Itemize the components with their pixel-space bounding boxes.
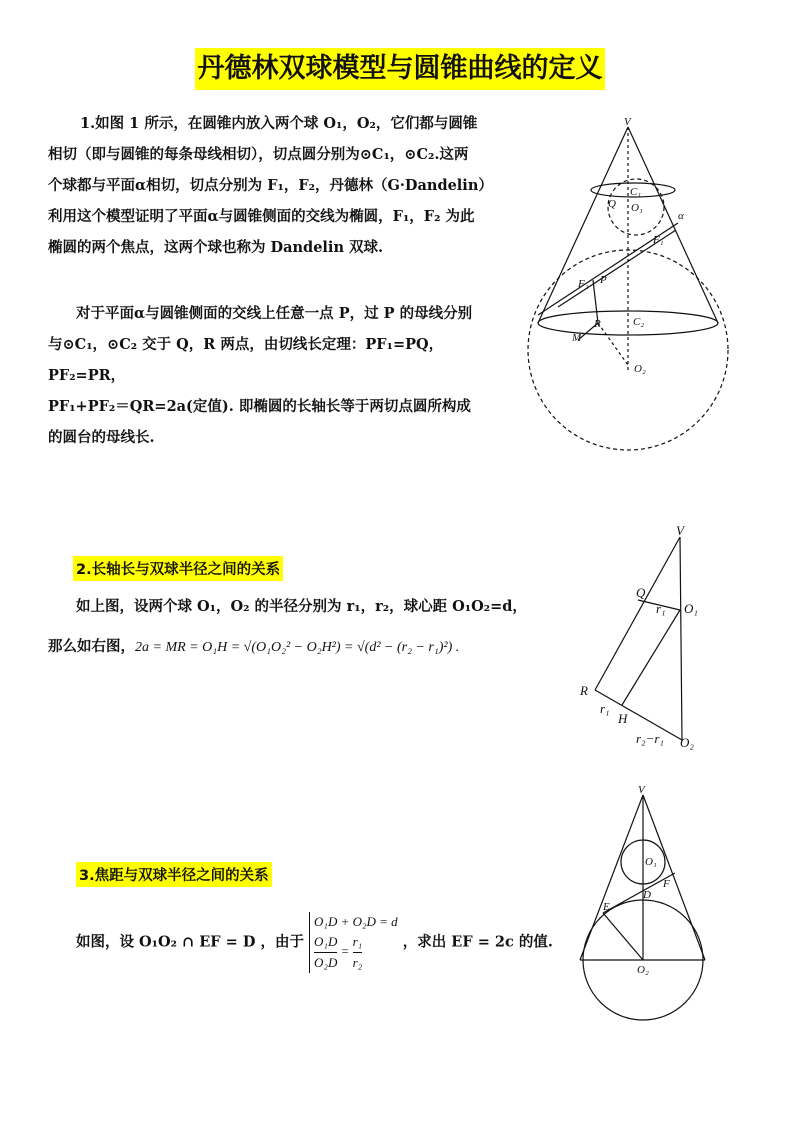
fig2-label: H [618, 711, 628, 726]
fig1-label: F₂ [578, 278, 589, 290]
fig3-label: F [663, 878, 670, 890]
fig1-label: C₂ [633, 316, 645, 328]
fig1-label: V [624, 116, 631, 128]
long-axis-formula: 2a = MR = O₁H = √(O₁O₂² − O₂H²) = √(d² − (r₂ − r₁)²) . [135, 640, 460, 655]
fig1-label: O₁ [631, 202, 643, 214]
section2-heading: 2.长轴长与双球半径之间的关系 [73, 556, 283, 581]
fig1-label: Q [608, 198, 616, 210]
fig3-label: O₁ [645, 856, 657, 868]
fig2-label: V [676, 525, 684, 538]
section2-line1: 如上图，设两个球 O₁，O₂ 的半径分别为 r₁，r₂，球心距 O₁O₂=d， [76, 598, 527, 615]
fig1-label: M [572, 332, 582, 344]
fig1-label: α [678, 210, 684, 222]
fig2-label: r₁ [656, 601, 666, 616]
section3-heading: 3.焦距与双球半径之间的关系 [76, 862, 272, 887]
fig2-label: r₁ [600, 701, 610, 716]
fig2-label: r₂−r₁ [636, 731, 664, 746]
fig1-label: R [594, 318, 601, 330]
fig2-label: Q [636, 585, 646, 600]
figure-focal-distance [575, 785, 715, 1055]
fig1-label: C₁ [630, 186, 642, 198]
figure-radius-relation [570, 525, 710, 755]
fig2-label: O₂ [680, 735, 694, 750]
fig3-label: O₂ [637, 964, 649, 976]
fig3-label: E [603, 901, 610, 913]
section1-paragraph1: 1.如图 1 所示，在圆锥内放入两个球 O₁，O₂，它们都与圆锥 相切（即与圆锥的每条母线相切），切点圆分别为⊙C₁，⊙C₂.这两 个球都与平面α相切，切点分别为 F₁，F₂，丹德林（G·Dandelin） 利用这个模型证明了平面α与圆锥侧面的交线为椭圆，F₁，F₂ 为此 椭圆的两个焦点，这两个球也称为 Dandelin 双球. [48, 115, 493, 256]
section1-paragraph2: 对于平面α与圆锥侧面的交线上任意一点 P，过 P 的母线分别 与⊙C₁，⊙C₂ 交于 Q，R 两点，由切线长定理：PF₁=PQ，PF₂=PR， PF₁+PF₂＝QR=2a(定值). 即椭圆的长轴长等于两切点圆所构成 的圆台的母线长. [48, 305, 473, 446]
fig1-label: O₂ [634, 363, 646, 375]
fig3-label: D [643, 889, 651, 901]
figure-dandelin-cone [518, 115, 738, 475]
section3-line: 如图，设 O₁O₂ ∩ EF = D ，由于 O₁D + O₂D = d $\frac{\text{O₁D}}{\text{O₂D}}$ = $\frac{\text{r₁}}{\text{r₂}}$ ，求出 EF = 2c 的值. [76, 912, 556, 973]
fig2-label: O₁ [684, 601, 698, 616]
page-title: 丹德林双球模型与圆锥曲线的定义 [195, 48, 605, 90]
fig1-label: F₁ [653, 234, 664, 246]
fig2-label: R [580, 683, 588, 698]
section2-line2: 那么如右图，2a = MR = O₁H = √(O₁O₂² − O₂H²) = √(d² − (r₂ − r₁)²) . [48, 638, 460, 655]
fig3-label: V [638, 785, 645, 796]
fig1-label: P [600, 274, 607, 286]
